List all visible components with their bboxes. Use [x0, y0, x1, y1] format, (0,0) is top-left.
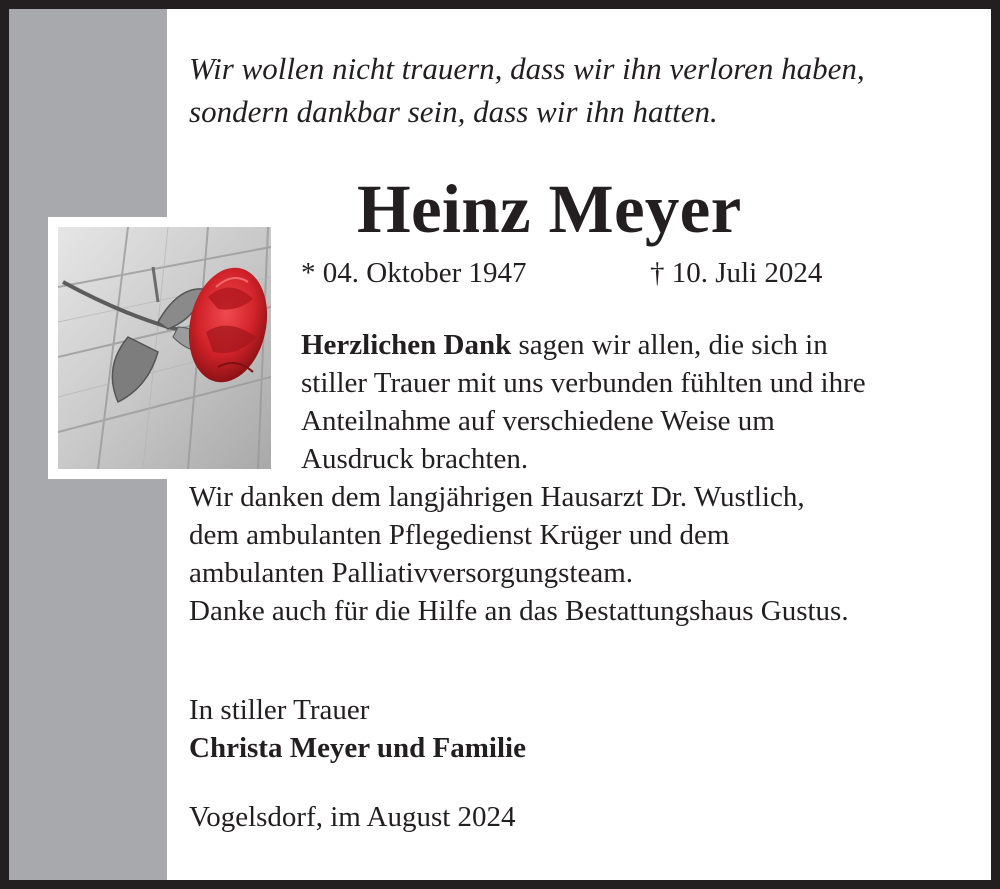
thanks-line: stiller Trauer mit uns verbunden fühlten und ihre — [301, 367, 866, 399]
closing-block — [189, 691, 526, 767]
signatories: Christa Meyer und Familie — [189, 732, 526, 764]
deceased-name: Heinz Meyer — [357, 171, 742, 247]
mourning-phrase: In stiller Trauer — [189, 694, 370, 726]
thanks-line — [189, 326, 989, 364]
birth-date: * 04. Oktober 1947 — [301, 257, 527, 289]
place-and-date: Vogelsdorf, im August 2024 — [189, 801, 516, 833]
thanks-line: Anteilnahme auf verschiedene Weise um — [301, 405, 775, 437]
thanks-line: Ausdruck brachten. — [301, 443, 529, 475]
thanks-lead-rest: sagen wir allen, die sich in — [511, 329, 828, 361]
thanks-lead: Herzlichen Dank — [301, 329, 512, 361]
thanks-line: ambulanten Palliativversorgungsteam. — [189, 557, 634, 589]
motto-line: sondern dankbar sein, dass wir ihn hatten. — [189, 94, 718, 129]
thanks-line: Danke auch für die Hilfe an das Bestattungshaus Gustus. — [189, 595, 849, 627]
thanks-text — [189, 326, 989, 630]
motto-line: Wir wollen nicht trauern, dass wir ihn verloren haben, — [189, 51, 865, 86]
thanks-line: Wir danken dem langjährigen Hausarzt Dr. Wustlich, — [189, 481, 805, 513]
motto-quote — [189, 47, 989, 133]
thanks-line: dem ambulanten Pflegedienst Krüger und dem — [189, 519, 730, 551]
death-date: † 10. Juli 2024 — [650, 257, 823, 289]
